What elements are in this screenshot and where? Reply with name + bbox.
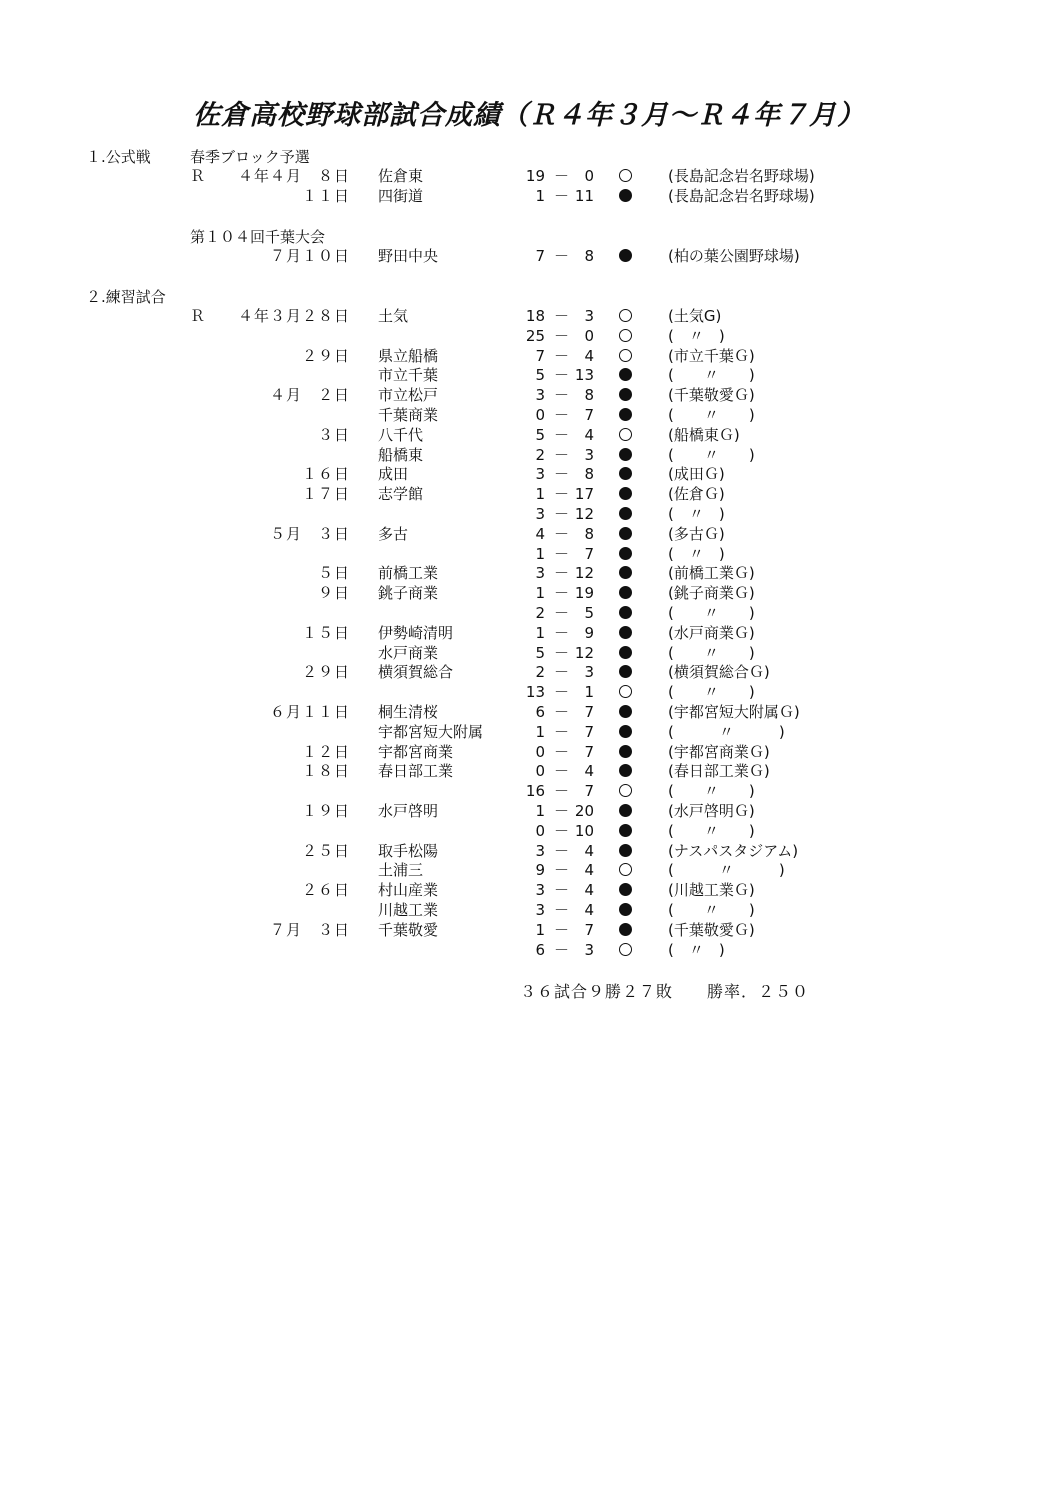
venue-text: ( 〃 ) xyxy=(668,604,755,622)
result-mark-icon xyxy=(619,764,632,777)
score-them: 7 xyxy=(584,544,594,563)
game-row xyxy=(0,246,1058,266)
game-row xyxy=(0,326,1058,346)
score-dash: － xyxy=(554,663,570,682)
opponent-name: 取手松陽 xyxy=(378,841,439,860)
game-row xyxy=(0,405,1058,425)
venue-text: ( 〃 ) xyxy=(668,505,725,523)
opponent-name: 宇都宮短大附属 xyxy=(378,722,484,741)
score-them: 5 xyxy=(584,604,594,622)
score-dash: － xyxy=(554,802,570,820)
result-mark-icon xyxy=(619,388,632,401)
score-them: 12 xyxy=(574,505,594,523)
game-row xyxy=(0,841,1058,861)
score-dash: － xyxy=(554,861,570,880)
game-row xyxy=(0,603,1058,623)
venue-text: (水戸商業Ｇ) xyxy=(668,623,755,642)
score-dash: － xyxy=(554,544,570,563)
score-us: 7 xyxy=(535,247,545,265)
result-mark-icon xyxy=(619,804,632,817)
result-mark-icon xyxy=(619,705,632,718)
game-date: ２９日 xyxy=(301,346,350,365)
official-heading: １.公式戦 xyxy=(86,148,151,166)
score-them: 3 xyxy=(584,307,594,325)
score-them: 12 xyxy=(574,643,594,662)
score-us: 0 xyxy=(535,762,545,781)
score-them: 3 xyxy=(584,663,594,682)
season-summary xyxy=(520,979,809,1002)
score-them: 17 xyxy=(574,485,594,504)
venue-text: (横須賀総合Ｇ) xyxy=(668,663,770,682)
score-them: 7 xyxy=(584,742,594,761)
score-us: 6 xyxy=(535,940,545,959)
result-mark-icon xyxy=(619,903,632,916)
game-row xyxy=(0,524,1058,544)
score-us: 1 xyxy=(535,187,545,205)
score-dash: － xyxy=(554,901,570,919)
game-date: ７月 ３日 xyxy=(269,920,350,939)
venue-text: (柏の葉公園野球場) xyxy=(668,247,800,265)
venue-text: ( 〃 ) xyxy=(668,782,755,801)
game-date: ４年３月２８日 xyxy=(237,307,350,325)
score-them: 8 xyxy=(584,524,594,543)
score-us: 5 xyxy=(535,425,545,444)
score-us: 0 xyxy=(535,406,545,424)
record-text: ３６試合９勝２７敗 xyxy=(520,982,674,1001)
game-date: １８日 xyxy=(301,762,350,781)
spring-block-label: 春季ブロック予選 xyxy=(190,148,310,166)
game-row xyxy=(0,623,1058,643)
score-us: 19 xyxy=(525,167,545,185)
game-date: ５日 xyxy=(317,564,350,583)
result-mark-icon xyxy=(619,408,632,421)
score-us: 2 xyxy=(535,445,545,464)
venue-text: ( 〃 ) xyxy=(668,643,755,662)
game-date: １５日 xyxy=(301,623,350,642)
game-row xyxy=(0,563,1058,583)
score-us: 3 xyxy=(535,386,545,405)
score-us: 0 xyxy=(535,742,545,761)
score-us: 3 xyxy=(535,505,545,523)
score-dash: － xyxy=(554,346,570,365)
result-mark-icon xyxy=(619,745,632,758)
game-row xyxy=(0,920,1058,940)
venue-text: (佐倉Ｇ) xyxy=(668,485,725,504)
result-mark-icon xyxy=(619,349,632,362)
result-mark-icon xyxy=(619,646,632,659)
result-mark-icon xyxy=(619,487,632,500)
venue-text: (多古Ｇ) xyxy=(668,524,725,543)
opponent-name: 四街道 xyxy=(378,187,424,205)
result-mark-icon xyxy=(619,665,632,678)
score-us: 13 xyxy=(525,683,545,702)
score-us: 25 xyxy=(525,326,545,345)
score-them: 1 xyxy=(584,683,594,702)
score-dash: － xyxy=(554,782,570,801)
game-row xyxy=(0,662,1058,682)
result-mark-icon xyxy=(619,249,632,262)
venue-text: (ナスパスタジアム) xyxy=(668,841,799,860)
venue-text: ( 〃 ) xyxy=(668,544,725,563)
opponent-name: 水戸商業 xyxy=(378,643,439,662)
result-mark-icon xyxy=(619,507,632,520)
score-dash: － xyxy=(554,881,570,900)
score-them: 10 xyxy=(574,821,594,840)
game-row xyxy=(0,761,1058,781)
score-us: 6 xyxy=(535,703,545,721)
score-us: 1 xyxy=(535,544,545,563)
score-dash: － xyxy=(554,465,570,484)
game-row xyxy=(0,464,1058,484)
result-mark-icon xyxy=(619,428,632,441)
game-row xyxy=(0,306,1058,326)
score-them: 7 xyxy=(584,782,594,801)
opponent-name: 千葉敬愛 xyxy=(378,920,439,939)
score-dash: － xyxy=(554,604,570,622)
score-dash: － xyxy=(554,307,570,325)
score-dash: － xyxy=(554,326,570,345)
result-mark-icon xyxy=(619,725,632,738)
venue-text: (土気G) xyxy=(668,307,722,325)
opponent-name: 伊勢崎清明 xyxy=(378,623,454,642)
opponent-name: 船橋東 xyxy=(378,445,424,464)
venue-text: (千葉敬愛Ｇ) xyxy=(668,386,755,405)
score-them: 7 xyxy=(584,920,594,939)
score-dash: － xyxy=(554,841,570,860)
taikai-label: 第１０４回千葉大会 xyxy=(190,228,326,246)
opponent-name: 市立千葉 xyxy=(378,366,439,385)
result-mark-icon xyxy=(619,883,632,896)
result-mark-icon xyxy=(619,566,632,579)
score-them: 0 xyxy=(584,326,594,345)
opponent-name: 横須賀総合 xyxy=(378,663,454,682)
score-us: 1 xyxy=(535,802,545,820)
opponent-name: 野田中央 xyxy=(378,247,439,265)
score-them: 13 xyxy=(574,366,594,385)
result-mark-icon xyxy=(619,527,632,540)
score-us: 7 xyxy=(535,346,545,365)
result-mark-icon xyxy=(619,606,632,619)
score-them: 7 xyxy=(584,722,594,741)
game-row xyxy=(0,484,1058,504)
result-mark-icon xyxy=(619,169,632,182)
venue-text: (水戸啓明Ｇ) xyxy=(668,802,755,820)
score-them: 20 xyxy=(574,802,594,820)
score-dash: － xyxy=(554,505,570,523)
score-them: 4 xyxy=(584,425,594,444)
opponent-name: 志学館 xyxy=(378,485,424,504)
result-mark-icon xyxy=(619,923,632,936)
score-us: 5 xyxy=(535,643,545,662)
score-dash: － xyxy=(554,386,570,405)
opponent-name: 千葉商業 xyxy=(378,406,439,424)
game-row xyxy=(0,166,1058,186)
opponent-name: 川越工業 xyxy=(378,901,439,919)
score-them: 8 xyxy=(584,247,594,265)
venue-text: ( 〃 ) xyxy=(668,326,725,345)
game-row xyxy=(0,702,1058,722)
venue-text: ( 〃 ) xyxy=(668,683,755,702)
score-us: 1 xyxy=(535,584,545,603)
score-dash: － xyxy=(554,703,570,721)
game-row xyxy=(0,742,1058,762)
game-date: ３日 xyxy=(317,425,350,444)
score-them: 4 xyxy=(584,346,594,365)
result-mark-icon xyxy=(619,368,632,381)
result-mark-icon xyxy=(619,309,632,322)
venue-text: (川越工業Ｇ) xyxy=(668,881,755,900)
game-row xyxy=(0,346,1058,366)
game-row xyxy=(0,722,1058,742)
venue-text: (宇都宮商業Ｇ) xyxy=(668,742,770,761)
result-mark-icon xyxy=(619,467,632,480)
game-date: ７月１０日 xyxy=(269,247,350,265)
result-mark-icon xyxy=(619,844,632,857)
result-mark-icon xyxy=(619,685,632,698)
game-row xyxy=(0,643,1058,663)
venue-text: ( 〃 ) xyxy=(668,445,755,464)
result-mark-icon xyxy=(619,547,632,560)
score-dash: － xyxy=(554,425,570,444)
score-dash: － xyxy=(554,742,570,761)
venue-text: (宇都宮短大附属Ｇ) xyxy=(668,703,800,721)
game-date: １７日 xyxy=(301,485,350,504)
score-dash: － xyxy=(554,940,570,959)
score-them: 4 xyxy=(584,901,594,919)
game-row xyxy=(0,880,1058,900)
game-row xyxy=(0,365,1058,385)
venue-text: ( 〃 ) xyxy=(668,821,755,840)
game-date: ６月１１日 xyxy=(269,703,350,721)
score-us: 1 xyxy=(535,485,545,504)
score-us: 5 xyxy=(535,366,545,385)
score-us: 3 xyxy=(535,901,545,919)
game-row xyxy=(0,583,1058,603)
venue-text: (春日部工業Ｇ) xyxy=(668,762,770,781)
score-us: 18 xyxy=(525,307,545,325)
opponent-name: 土浦三 xyxy=(378,861,424,880)
game-date: １２日 xyxy=(301,742,350,761)
score-dash: － xyxy=(554,920,570,939)
venue-text: ( 〃 ) xyxy=(668,406,755,424)
game-date: １９日 xyxy=(301,802,350,820)
game-date: ４年４月 ８日 xyxy=(237,167,350,185)
score-us: 1 xyxy=(535,722,545,741)
result-mark-icon xyxy=(619,863,632,876)
game-date: ２９日 xyxy=(301,663,350,682)
score-dash: － xyxy=(554,524,570,543)
venue-text: (船橋東Ｇ) xyxy=(668,425,740,444)
game-date: ５月 ３日 xyxy=(269,524,350,543)
venue-text: (千葉敬愛Ｇ) xyxy=(668,920,755,939)
venue-text: ( 〃 ) xyxy=(668,366,755,385)
score-them: 11 xyxy=(574,187,594,205)
game-row xyxy=(0,425,1058,445)
score-us: 1 xyxy=(535,920,545,939)
score-us: 9 xyxy=(535,861,545,880)
score-them: 9 xyxy=(584,623,594,642)
result-mark-icon xyxy=(619,448,632,461)
era-text: Ｒ xyxy=(190,167,206,185)
game-row xyxy=(0,821,1058,841)
score-dash: － xyxy=(554,406,570,424)
game-row xyxy=(0,801,1058,821)
venue-text: (長島記念岩名野球場) xyxy=(668,187,815,205)
score-them: 3 xyxy=(584,445,594,464)
score-dash: － xyxy=(554,187,570,205)
result-mark-icon xyxy=(619,784,632,797)
game-row xyxy=(0,186,1058,206)
result-mark-icon xyxy=(619,626,632,639)
opponent-name: 佐倉東 xyxy=(378,167,424,185)
score-them: 4 xyxy=(584,841,594,860)
game-date: １１日 xyxy=(301,187,350,205)
result-mark-icon xyxy=(619,189,632,202)
result-mark-icon xyxy=(619,943,632,956)
score-us: 3 xyxy=(535,841,545,860)
game-row xyxy=(0,385,1058,405)
venue-text: ( 〃 ) xyxy=(668,722,785,741)
score-dash: － xyxy=(554,247,570,265)
practice-heading: ２.練習試合 xyxy=(86,288,166,306)
venue-text: ( 〃 ) xyxy=(668,861,785,880)
score-them: 12 xyxy=(574,564,594,583)
score-dash: － xyxy=(554,683,570,702)
game-date: ２６日 xyxy=(301,881,350,900)
opponent-name: 桐生清桜 xyxy=(378,703,439,721)
opponent-name: 土気 xyxy=(378,307,409,325)
score-them: 4 xyxy=(584,762,594,781)
game-row xyxy=(0,860,1058,880)
game-date: ４月 ２日 xyxy=(269,386,350,405)
opponent-name: 春日部工業 xyxy=(378,762,454,781)
score-us: 3 xyxy=(535,465,545,484)
opponent-name: 多古 xyxy=(378,524,409,543)
game-row xyxy=(0,682,1058,702)
opponent-name: 水戸啓明 xyxy=(378,802,439,820)
score-us: 3 xyxy=(535,564,545,583)
page-title: 佐倉高校野球部試合成績（Ｒ４年３月～Ｒ４年７月） xyxy=(193,100,865,131)
venue-text: (市立千葉Ｇ) xyxy=(668,346,755,365)
game-row xyxy=(0,445,1058,465)
score-us: 2 xyxy=(535,663,545,682)
venue-text: ( 〃 ) xyxy=(668,901,755,919)
score-dash: － xyxy=(554,445,570,464)
score-dash: － xyxy=(554,821,570,840)
opponent-name: 県立船橋 xyxy=(378,346,439,365)
opponent-name: 前橋工業 xyxy=(378,564,439,583)
score-them: 7 xyxy=(584,703,594,721)
score-dash: － xyxy=(554,485,570,504)
score-dash: － xyxy=(554,623,570,642)
score-dash: － xyxy=(554,762,570,781)
game-date: ２５日 xyxy=(301,841,350,860)
game-row xyxy=(0,781,1058,801)
score-them: 4 xyxy=(584,881,594,900)
score-us: 2 xyxy=(535,604,545,622)
opponent-name: 村山産業 xyxy=(378,881,439,900)
win-rate-text: 勝率．２５０ xyxy=(707,982,810,1001)
game-date: ９日 xyxy=(317,584,350,603)
opponent-name: 銚子商業 xyxy=(378,584,439,603)
score-dash: － xyxy=(554,564,570,583)
score-dash: － xyxy=(554,722,570,741)
score-them: 3 xyxy=(584,940,594,959)
score-them: 8 xyxy=(584,465,594,484)
score-them: 7 xyxy=(584,406,594,424)
score-dash: － xyxy=(554,584,570,603)
result-mark-icon xyxy=(619,824,632,837)
score-dash: － xyxy=(554,366,570,385)
score-them: 4 xyxy=(584,861,594,880)
score-us: 0 xyxy=(535,821,545,840)
score-them: 8 xyxy=(584,386,594,405)
venue-text: (前橋工業Ｇ) xyxy=(668,564,755,583)
opponent-name: 成田 xyxy=(378,465,409,484)
game-date: １６日 xyxy=(301,465,350,484)
venue-text: (長島記念岩名野球場) xyxy=(668,167,815,185)
score-us: 16 xyxy=(525,782,545,801)
game-row xyxy=(0,504,1058,524)
result-mark-icon xyxy=(619,329,632,342)
score-us: 1 xyxy=(535,623,545,642)
opponent-name: 宇都宮商業 xyxy=(378,742,454,761)
score-us: 4 xyxy=(535,524,545,543)
game-row xyxy=(0,900,1058,920)
era-text: Ｒ xyxy=(190,307,206,325)
score-dash: － xyxy=(554,643,570,662)
game-row xyxy=(0,544,1058,564)
opponent-name: 八千代 xyxy=(378,425,424,444)
venue-text: (銚子商業Ｇ) xyxy=(668,584,755,603)
score-us: 3 xyxy=(535,881,545,900)
result-mark-icon xyxy=(619,586,632,599)
score-them: 0 xyxy=(584,167,594,185)
venue-text: (成田Ｇ) xyxy=(668,465,725,484)
score-dash: － xyxy=(554,167,570,185)
venue-text: ( 〃 ) xyxy=(668,940,725,959)
game-row xyxy=(0,940,1058,960)
opponent-name: 市立松戸 xyxy=(378,386,439,405)
score-them: 19 xyxy=(574,584,594,603)
